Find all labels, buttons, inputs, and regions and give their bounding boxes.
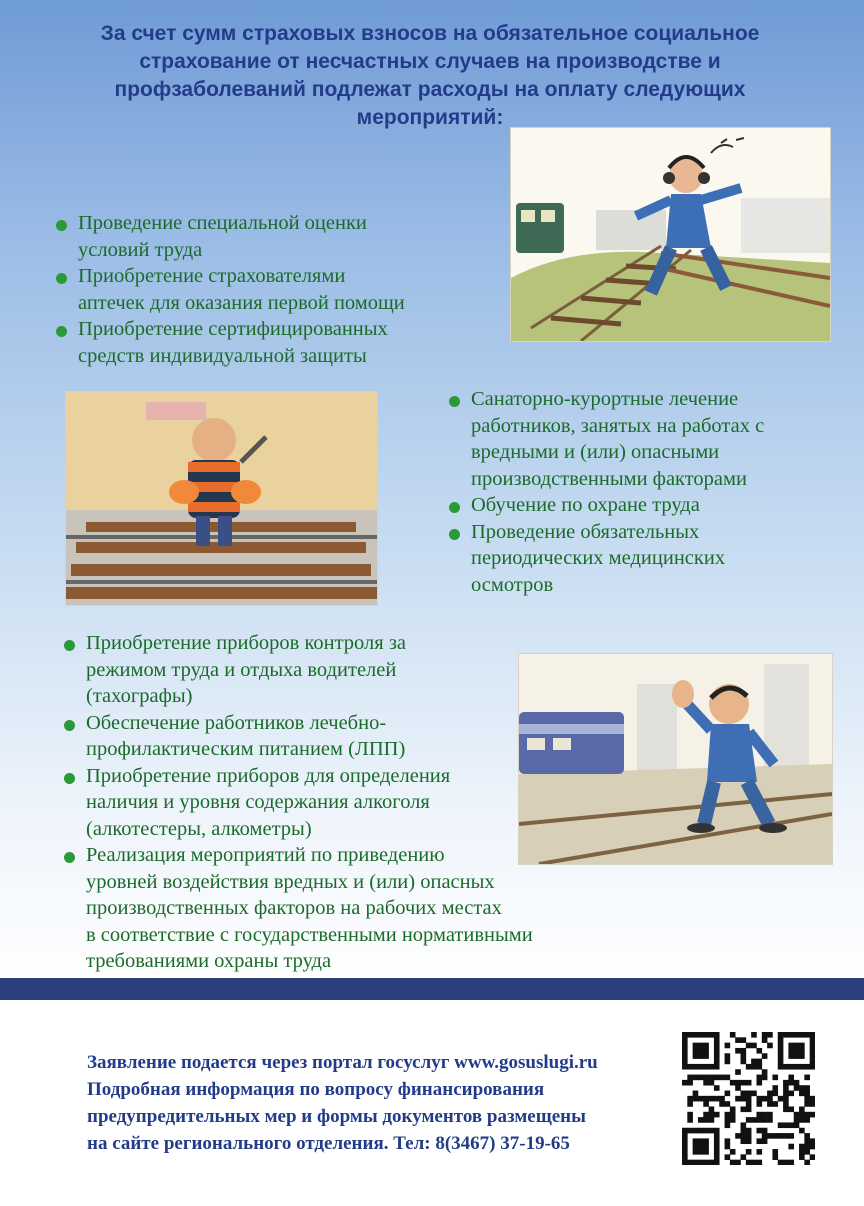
- list-item-line: Приобретение страхователями: [78, 265, 346, 287]
- contact-line: на сайте регионального отделения. Тел: 8(3467) 37-19-65: [87, 1133, 570, 1154]
- measures-list-1: [54, 210, 484, 369]
- contact-info: [87, 1049, 667, 1157]
- bullet-icon: [64, 720, 75, 731]
- bullet-icon: [449, 396, 460, 407]
- list-item-line: режимом труда и отдыха водителей: [86, 658, 397, 681]
- list-item-line: в соответствие с государственными нормативными: [86, 923, 533, 946]
- list-item-line: Приобретение сертифицированных: [78, 318, 388, 340]
- list-item: [62, 710, 632, 763]
- title-line: мероприятий:: [356, 106, 504, 129]
- list-item-line: Приобретение приборов для определения: [86, 764, 451, 787]
- illustration-worker-on-sleepers: [66, 392, 377, 605]
- list-item-line: аптечек для оказания первой помощи: [78, 291, 405, 314]
- list-item-line: (алкотестеры, алкометры): [86, 817, 312, 840]
- contact-line: Подробная информация по вопросу финансирования: [87, 1079, 545, 1100]
- list-item-line: Проведение специальной оценки: [78, 212, 367, 234]
- list-item: [62, 763, 632, 843]
- qr-code-icon: [682, 1032, 815, 1165]
- list-item-line: периодических медицинских: [471, 547, 726, 569]
- measures-list-2: [447, 386, 827, 598]
- bullet-icon: [64, 852, 75, 863]
- list-item-line: уровней воздействия вредных и (или) опасных: [86, 870, 495, 893]
- list-item: [54, 263, 484, 316]
- measures-list-3: [62, 630, 632, 975]
- list-item-line: условий труда: [78, 238, 203, 261]
- list-item-line: работников, занятых на работах с: [471, 414, 765, 437]
- list-item-line: Обучение по охране труда: [471, 494, 700, 516]
- title-line: За счет сумм страховых взносов на обязательное социальное: [100, 22, 760, 45]
- bullet-icon: [64, 773, 75, 784]
- list-item-line: (тахографы): [86, 685, 193, 707]
- list-item: [62, 842, 632, 975]
- list-item-line: требованиями охраны труда: [86, 950, 332, 972]
- list-item-line: Санаторно-курортные лечение: [471, 388, 739, 410]
- contact-line: Заявление подается через портал госуслуг www.gosuslugi.ru: [87, 1052, 598, 1073]
- list-item: [447, 386, 827, 492]
- bullet-icon: [449, 529, 460, 540]
- illustration-headphones-worker: [511, 128, 830, 341]
- list-item: [54, 210, 484, 263]
- bullet-icon: [56, 273, 67, 284]
- list-item-line: осмотров: [471, 573, 554, 596]
- list-item-line: наличия и уровня содержания алкоголя: [86, 791, 430, 813]
- list-item-line: Обеспечение работников лечебно-: [86, 711, 387, 734]
- bullet-icon: [64, 640, 75, 651]
- page-title: [80, 20, 780, 132]
- list-item-line: Реализация мероприятий по приведению: [86, 844, 445, 866]
- title-line: страхование от несчастных случаев на производстве и: [139, 50, 721, 73]
- list-item: [447, 519, 827, 599]
- list-item-line: производственных факторов на рабочих местах: [86, 897, 502, 919]
- list-item: [62, 630, 632, 710]
- divider-band: [0, 978, 864, 1000]
- list-item-line: профилактическим питанием (ЛПП): [86, 738, 406, 760]
- title-line: профзаболеваний подлежат расходы на оплату следующих: [114, 78, 746, 101]
- list-item-line: Проведение обязательных: [471, 520, 700, 543]
- list-item-line: Приобретение приборов контроля за: [86, 632, 407, 654]
- bullet-icon: [449, 502, 460, 513]
- list-item: [54, 316, 484, 369]
- list-item-line: средств индивидуальной защиты: [78, 344, 367, 367]
- bullet-icon: [56, 326, 67, 337]
- bullet-icon: [56, 220, 67, 231]
- list-item-line: производственными факторами: [471, 467, 747, 490]
- list-item: [447, 492, 827, 519]
- list-item-line: вредными и (или) опасными: [471, 441, 720, 463]
- contact-line: предупредительных мер и формы документов размещены: [87, 1106, 586, 1127]
